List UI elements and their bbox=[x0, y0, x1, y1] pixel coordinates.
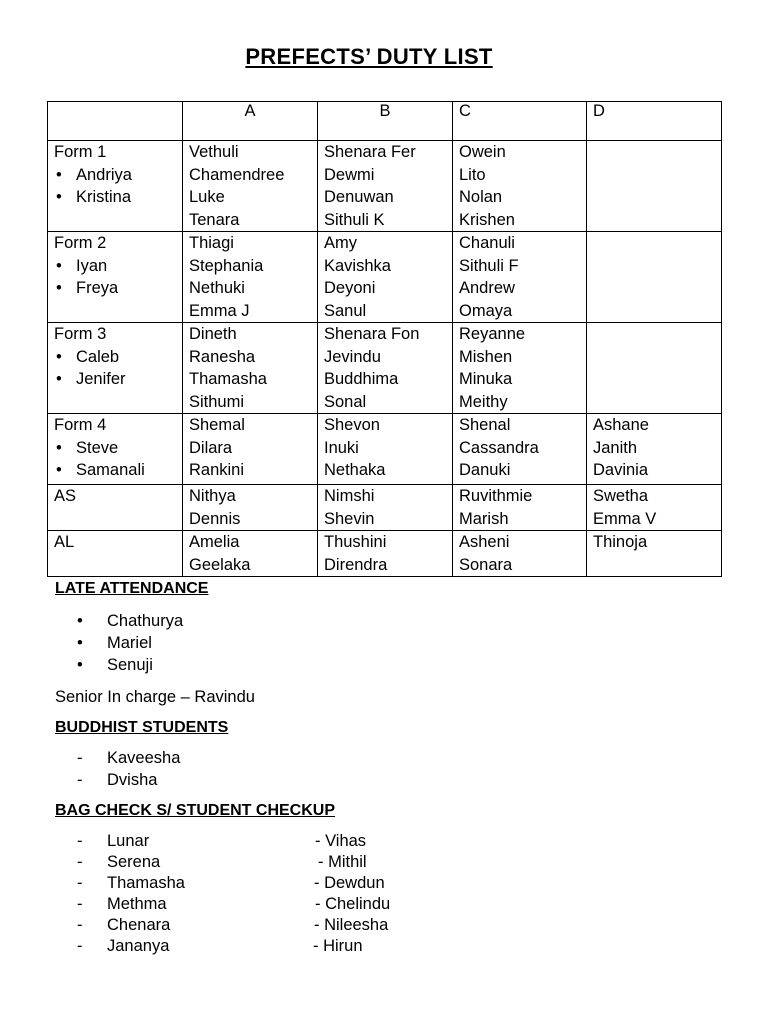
prefect-name: Emma V bbox=[593, 509, 657, 528]
table-row bbox=[48, 531, 722, 577]
form-lead: • Caleb bbox=[54, 346, 176, 369]
header-cell-a: A bbox=[183, 102, 318, 141]
duty-cell-d bbox=[587, 414, 722, 485]
list-item: • Mariel bbox=[55, 632, 208, 654]
duty-cell-d bbox=[587, 141, 722, 232]
list-item: - Methma - Chelindu bbox=[77, 895, 391, 913]
pair-left: Jananya bbox=[107, 937, 170, 955]
duty-cell-d bbox=[587, 323, 722, 414]
prefect-name: Andrew bbox=[459, 279, 515, 297]
pair-right: - Hirun bbox=[313, 937, 363, 955]
prefect-name: Shemal bbox=[189, 416, 245, 434]
prefect-name: Tenara bbox=[189, 210, 240, 229]
prefect-name: Shenara Fer bbox=[324, 143, 416, 161]
pair-left: Thamasha bbox=[107, 874, 185, 892]
prefect-name: Geelaka bbox=[189, 555, 251, 574]
prefect-name: Stephania bbox=[189, 256, 264, 275]
senior-in-charge: Senior In charge – Ravindu bbox=[55, 688, 255, 706]
prefect-name: Sithumi bbox=[189, 392, 245, 411]
bag-check-heading: BAG CHECK S/ STUDENT CHECKUP bbox=[55, 802, 336, 819]
prefect-name: Amy bbox=[324, 234, 357, 252]
prefect-name: Cassandra bbox=[459, 438, 539, 457]
duty-cell-b bbox=[318, 531, 453, 577]
form-label: AL bbox=[54, 533, 75, 551]
duty-cell-c bbox=[453, 414, 587, 485]
duty-cell-c bbox=[453, 485, 587, 531]
pair-left: Serena bbox=[107, 853, 161, 871]
header-cell-c: C bbox=[453, 102, 587, 141]
form-label: Form 1 bbox=[54, 143, 107, 161]
table-row bbox=[48, 485, 722, 531]
list-item: • Chathurya bbox=[55, 610, 208, 632]
prefect-name: Dilara bbox=[189, 438, 233, 457]
duty-cell-b bbox=[318, 141, 453, 232]
prefect-name: Sithuli K bbox=[324, 210, 385, 229]
duty-cell-a bbox=[183, 414, 318, 485]
prefect-name: Dineth bbox=[189, 325, 237, 343]
form-lead: • Andriya bbox=[54, 164, 176, 187]
duty-cell-c bbox=[453, 323, 587, 414]
duty-cell-b bbox=[318, 485, 453, 531]
prefect-name: Danuki bbox=[459, 461, 511, 479]
form-lead: • Jenifer bbox=[54, 368, 176, 391]
prefect-name: Ashane bbox=[593, 416, 649, 434]
prefect-name: Rankini bbox=[189, 461, 245, 479]
form-lead: • Kristina bbox=[54, 186, 176, 209]
list-item: - Thamasha - Dewdun bbox=[77, 874, 385, 892]
prefect-name: Nethuki bbox=[189, 279, 245, 297]
form-label: Form 4 bbox=[54, 416, 107, 434]
header-cell-b: B bbox=[318, 102, 453, 141]
duty-cell-b bbox=[318, 323, 453, 414]
pair-left: Methma bbox=[107, 895, 167, 913]
prefect-name: Krishen bbox=[459, 210, 515, 229]
prefect-name: Dennis bbox=[189, 509, 241, 528]
prefect-name: Janith bbox=[593, 438, 638, 457]
duty-cell-c bbox=[453, 141, 587, 232]
prefect-name: Nolan bbox=[459, 188, 503, 206]
prefect-name: Mishen bbox=[459, 347, 513, 366]
prefect-name: Chanuli bbox=[459, 234, 515, 252]
late-attendance-section bbox=[55, 580, 208, 676]
prefect-name: Sonara bbox=[459, 555, 513, 574]
duty-cell-c bbox=[453, 531, 587, 577]
duty-cell-a bbox=[183, 141, 318, 232]
duty-cell-a bbox=[183, 323, 318, 414]
table-row bbox=[48, 323, 722, 414]
buddhist-heading: BUDDHIST STUDENTS bbox=[55, 719, 229, 736]
duty-table bbox=[47, 101, 722, 577]
prefect-name: Marish bbox=[459, 509, 509, 528]
pair-right: - Dewdun bbox=[314, 874, 385, 892]
prefect-name: Meithy bbox=[459, 392, 508, 411]
prefect-name: Amelia bbox=[189, 533, 240, 551]
prefect-name: Owein bbox=[459, 143, 506, 161]
prefect-name: Thinoja bbox=[593, 533, 648, 551]
prefect-name: Minuka bbox=[459, 370, 513, 388]
prefect-name: Dewmi bbox=[324, 165, 375, 184]
header-cell-blank bbox=[48, 102, 183, 141]
form-cell bbox=[48, 414, 183, 485]
prefect-name: Denuwan bbox=[324, 188, 394, 206]
prefect-name: Omaya bbox=[459, 301, 513, 320]
form-cell bbox=[48, 323, 183, 414]
duty-cell-d bbox=[587, 531, 722, 577]
duty-cell-d bbox=[587, 485, 722, 531]
prefect-name: Swetha bbox=[593, 487, 649, 505]
pair-right: - Vihas bbox=[315, 832, 367, 850]
form-cell bbox=[48, 232, 183, 323]
form-lead: • Iyan bbox=[54, 255, 176, 278]
prefect-name: Ruvithmie bbox=[459, 487, 533, 505]
prefect-name: Sithuli F bbox=[459, 256, 519, 275]
prefect-name: Sonal bbox=[324, 392, 367, 411]
late-attendance-heading: LATE ATTENDANCE bbox=[55, 580, 209, 597]
pair-right: - Mithil bbox=[318, 853, 367, 871]
list-item: • Senuji bbox=[55, 654, 208, 676]
list-item: - Dvisha bbox=[55, 769, 228, 791]
list-item: - Serena - Mithil bbox=[77, 853, 367, 871]
duty-cell-b bbox=[318, 232, 453, 323]
prefect-name: Nithya bbox=[189, 487, 236, 505]
pair-right: - Nileesha bbox=[314, 916, 389, 934]
late-attendance-list bbox=[55, 610, 208, 676]
list-item: - Lunar - Vihas bbox=[77, 832, 367, 850]
prefect-name: Shevin bbox=[324, 509, 375, 528]
table-row bbox=[48, 232, 722, 323]
prefect-name: Shevon bbox=[324, 416, 380, 434]
prefect-name: Reyanne bbox=[459, 325, 526, 343]
prefect-name: Shenara Fon bbox=[324, 325, 420, 343]
duty-cell-d bbox=[587, 232, 722, 323]
prefect-name: Deyoni bbox=[324, 279, 376, 297]
duty-cell-a bbox=[183, 531, 318, 577]
form-cell bbox=[48, 531, 183, 577]
duty-cell-c bbox=[453, 232, 587, 323]
pair-left: Chenara bbox=[107, 916, 171, 934]
header-cell-d: D bbox=[587, 102, 722, 141]
form-lead: • Freya bbox=[54, 277, 176, 300]
pair-left: Lunar bbox=[107, 832, 150, 850]
prefect-name: Lito bbox=[459, 165, 486, 184]
buddhist-section bbox=[55, 719, 228, 791]
prefect-name: Nimshi bbox=[324, 487, 375, 505]
list-item: - Kaveesha bbox=[55, 747, 228, 769]
bag-check-list bbox=[55, 831, 555, 957]
form-label: AS bbox=[54, 487, 77, 505]
table-row bbox=[48, 414, 722, 485]
prefect-name: Vethuli bbox=[189, 143, 239, 161]
prefect-name: Emma J bbox=[189, 301, 250, 320]
prefect-name: Luke bbox=[189, 188, 225, 206]
duty-cell-a bbox=[183, 485, 318, 531]
prefect-name: Buddhima bbox=[324, 370, 399, 388]
form-label: Form 2 bbox=[54, 234, 107, 252]
list-item: - Chenara - Nileesha bbox=[77, 916, 389, 934]
table-row bbox=[48, 141, 722, 232]
duty-cell-a bbox=[183, 232, 318, 323]
page-title: PREFECTS’ DUTY LIST bbox=[245, 44, 493, 69]
duty-cell-b bbox=[318, 414, 453, 485]
prefect-name: Shenal bbox=[459, 416, 511, 434]
list-item: - Jananya - Hirun bbox=[77, 937, 363, 955]
prefect-name: Jevindu bbox=[324, 347, 381, 366]
prefect-name: Sanul bbox=[324, 301, 367, 320]
form-label: Form 3 bbox=[54, 325, 107, 343]
form-lead: • Samanali bbox=[54, 459, 176, 482]
bag-check-section bbox=[55, 802, 555, 957]
prefect-name: Direndra bbox=[324, 555, 388, 574]
pair-right: - Chelindu bbox=[315, 895, 391, 913]
prefect-name: Inuki bbox=[324, 438, 359, 457]
prefect-name: Thamasha bbox=[189, 370, 267, 388]
prefect-name: Ranesha bbox=[189, 347, 256, 366]
prefect-name: Asheni bbox=[459, 533, 510, 551]
form-cell bbox=[48, 485, 183, 531]
form-lead: • Steve bbox=[54, 437, 176, 460]
prefect-name: Kavishka bbox=[324, 256, 391, 275]
prefect-name: Thushini bbox=[324, 533, 387, 551]
prefect-name: Thiagi bbox=[189, 234, 234, 252]
prefect-name: Chamendree bbox=[189, 165, 285, 184]
prefect-name: Davinia bbox=[593, 461, 649, 479]
prefect-name: Nethaka bbox=[324, 461, 386, 479]
buddhist-list bbox=[55, 747, 228, 791]
form-cell bbox=[48, 141, 183, 232]
